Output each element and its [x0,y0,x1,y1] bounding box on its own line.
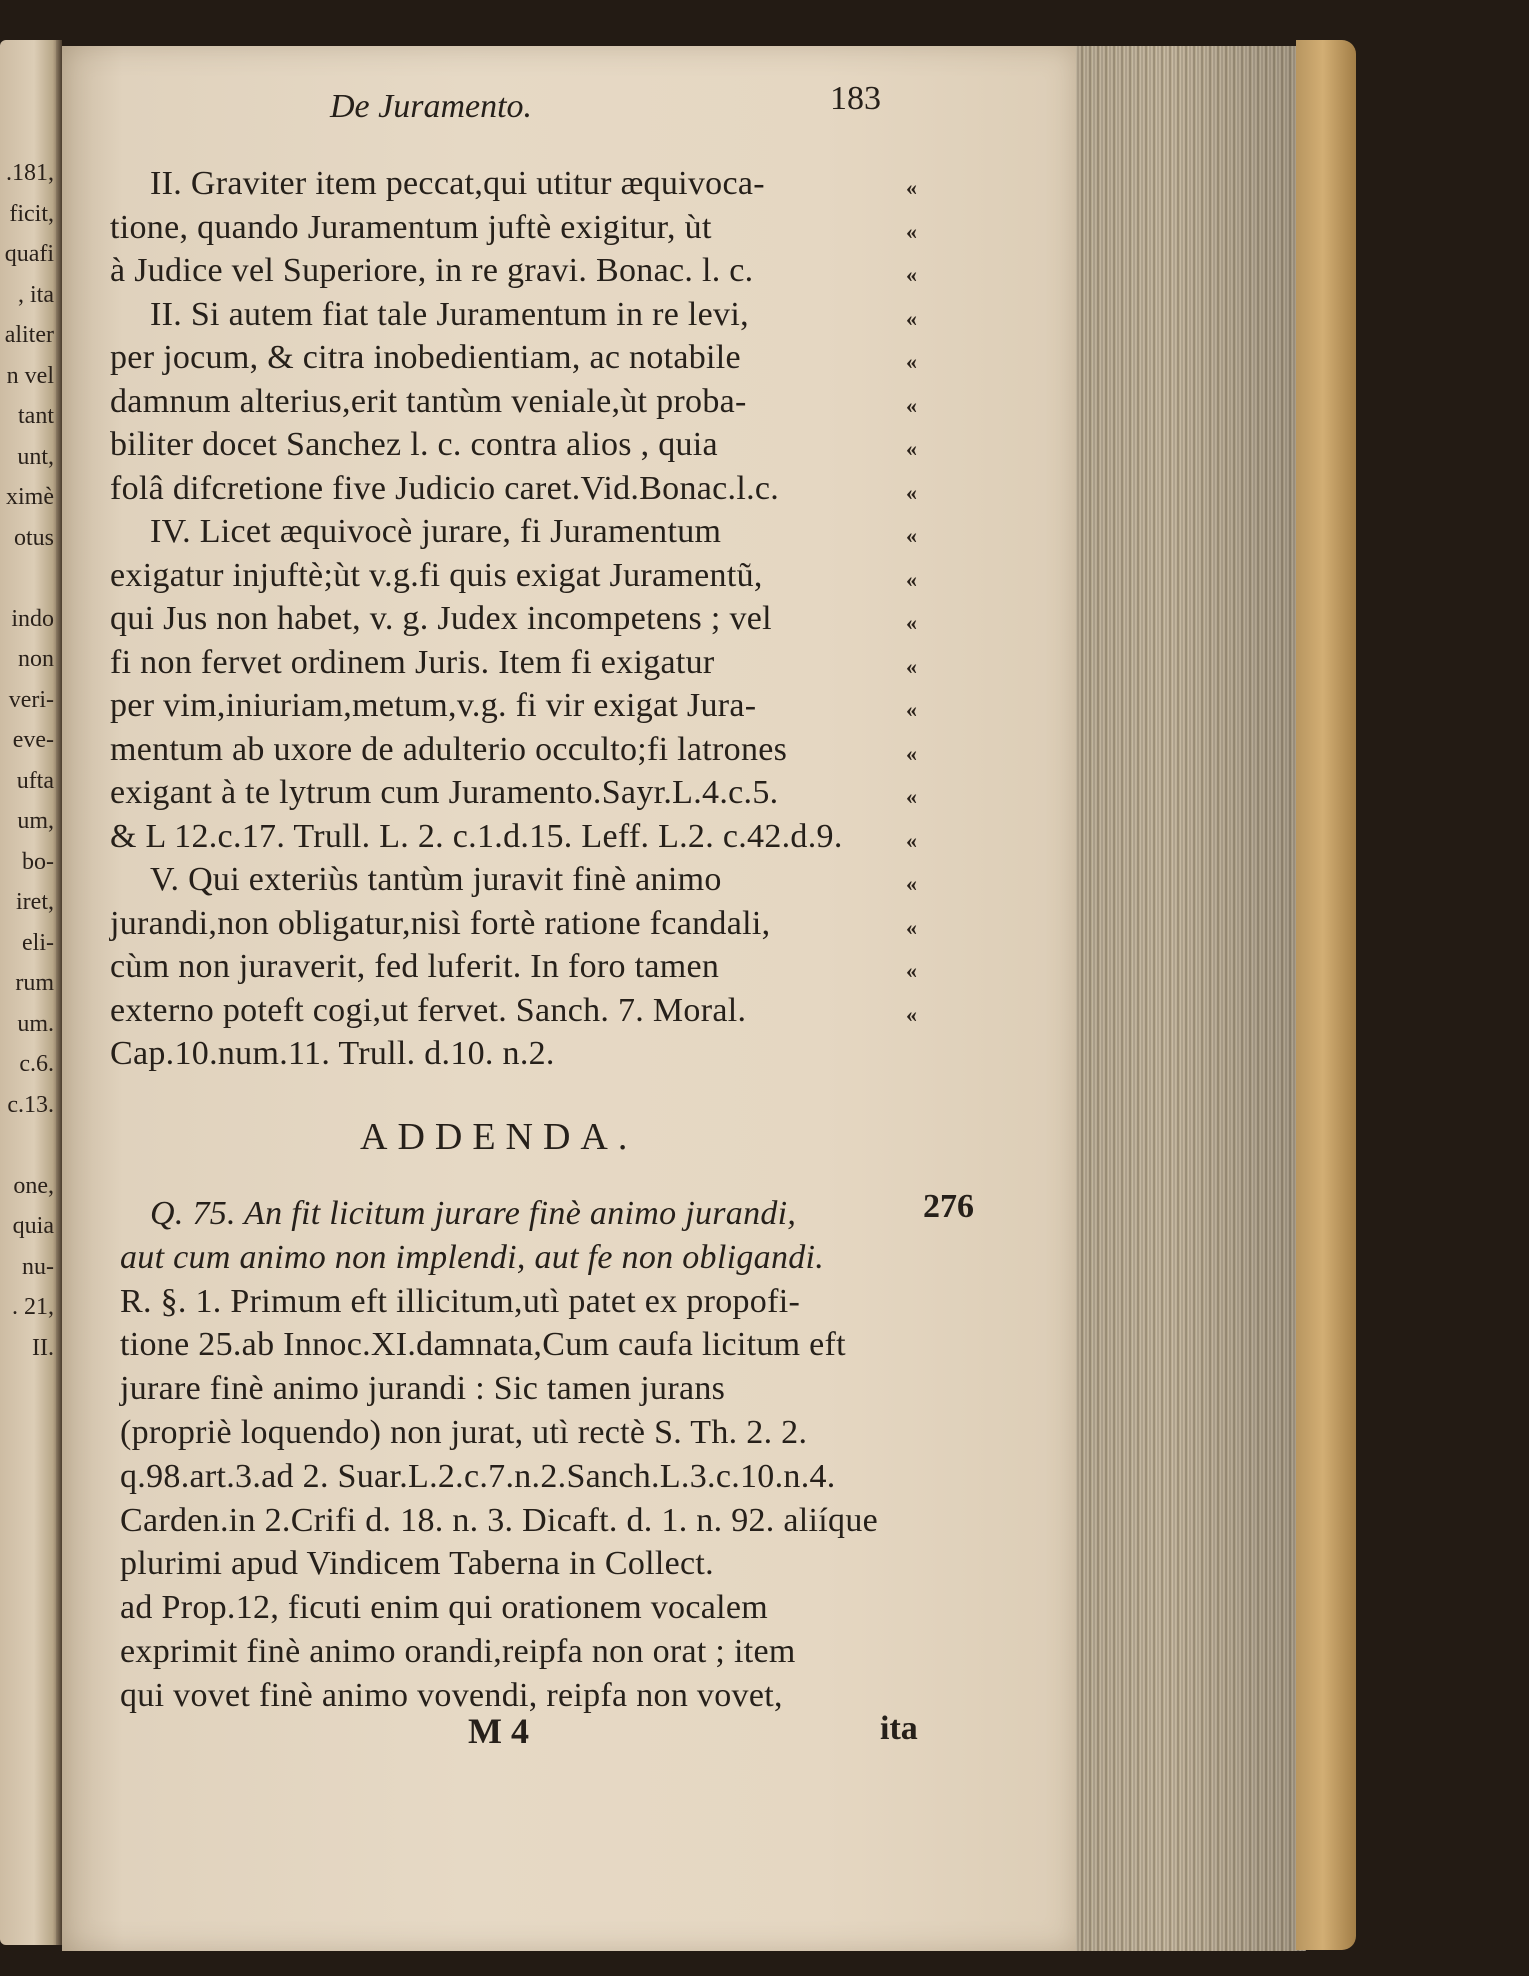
quotation-mark: « [906,958,917,983]
addenda-line: plurimi apud Vindicem Taberna in Collect. [120,1545,714,1583]
addenda-line: q.98.art.3.ad 2. Suar.L.2.c.7.n.2.Sanch.L.3.c.10.n.4. [120,1457,836,1495]
addenda-line: jurare finè animo jurandi : Sic tamen jurans [120,1370,726,1408]
addenda-line: Carden.in 2.Crifi d. 18. n. 3. Dicaft. d. 1. n. 92. aliíque [120,1501,879,1539]
previous-page-fragment: unt, [17,443,54,470]
previous-page-fragments [0,40,62,1945]
page-edges [1076,46,1306,1951]
previous-page-fragment: one, [13,1172,54,1199]
page-number: 183 [830,80,881,117]
previous-page-fragment: nu- [22,1253,54,1280]
previous-page-fragment: otus [13,524,54,551]
quotation-mark: « [906,436,917,461]
previous-page-fragment: non [18,646,54,672]
quotation-mark: « [906,218,917,244]
previous-page-fragment: eve- [12,727,54,753]
quotation-mark: « [906,653,917,679]
previous-page-fragment: indo [11,605,54,632]
text-line: folâ difcretione five Judicio caret.Vid.Bonac.l.c. [110,469,780,507]
quotation-mark: « [906,610,917,635]
running-title: De Juramento. [330,88,533,125]
quotation-mark: « [906,784,917,809]
addenda-line: qui vovet finè animo vovendi, reipfa non vovet, [120,1676,783,1714]
book-cover-edge [1296,40,1356,1950]
text-line: exigatur injuftè;ùt v.g.fi quis exigat Juramentũ, [110,556,763,594]
previous-page-fragment: ufta [16,767,54,794]
previous-page-fragment: um. [17,1010,54,1037]
text-line: II. Si autem fiat tale Juramentum in re levi, [150,295,749,333]
previous-page-fragment: ficit, [9,200,54,227]
quotation-mark: « [906,175,917,200]
text-line: & L 12.c.17. Trull. L. 2. c.1.d.15. Leff. L.2. c.42.d.9. [110,817,843,855]
text-line: jurandi,non obligatur,nisì fortè ratione fcandali, [110,904,771,942]
previous-page-fragment: c.6. [19,1051,54,1077]
previous-page-fragment: ximè [6,484,54,510]
signature-mark: M 4 [468,1711,529,1751]
text-line: à Judice vel Superiore, in re gravi. Bonac. l. c. [110,252,754,289]
previous-page-fragment: . 21, [12,1294,54,1320]
addenda-line: R. §. 1. Primum eft illicitum,utì patet ex propofi- [120,1282,801,1320]
previous-page-strip [0,40,62,1945]
quotation-mark: « [906,349,917,374]
quotation-mark: « [906,914,917,940]
previous-page-fragment: quia [12,1213,54,1239]
previous-page-fragment: , ita [18,281,54,308]
previous-page-fragment: II. [32,1334,54,1361]
quotation-mark: « [906,1001,917,1027]
previous-page-fragment: rum [15,970,54,996]
quotation-mark: « [906,392,917,418]
quotation-mark: « [906,479,917,505]
text-line: IV. Licet æquivocè jurare, fi Juramentum [150,513,722,550]
previous-page-fragment: iret, [16,889,54,915]
addenda-line: exprimit finè animo orandi,reipfa non orat ; item [120,1633,796,1670]
text-line: II. Graviter item peccat,qui utitur æquivoca- [150,165,765,202]
quotation-mark: « [906,523,917,548]
text-line: per jocum, & citra inobedientiam, ac notabile [110,339,741,376]
quotation-mark: « [906,566,917,592]
quotation-mark: « [906,305,917,331]
addenda-line: tione 25.ab Innoc.XI.damnata,Cum caufa licitum eft [120,1326,846,1364]
previous-page-fragment: n vel [6,362,54,389]
quotation-mark: « [906,697,917,722]
addenda-line: aut cum animo non implendi, aut fe non obligandi. [120,1238,825,1276]
text-line: exigant à te lytrum cum Juramento.Sayr.L.4.c.5. [110,774,779,811]
text-line: V. Qui exteriùs tantùm juravit finè animo [150,861,722,898]
previous-page-fragment: veri- [8,686,54,713]
previous-page-fragment: eli- [22,929,54,956]
text-line: fi non fervet ordinem Juris. Item fi exigatur [110,643,715,681]
previous-page-fragment: tant [18,403,54,429]
text-line: externo poteft cogi,ut fervet. Sanch. 7. Moral. [110,991,747,1029]
previous-page-fragment: c.13. [7,1091,54,1118]
quotation-mark: « [906,827,917,853]
text-line: damnum alterius,erit tantùm veniale,ùt proba- [110,382,747,420]
text-line: qui Jus non habet, v. g. Judex incompetens ; vel [110,600,772,637]
previous-page-fragment: quafi [4,241,54,267]
text-line: cùm non juraverit, fed luferit. In foro tamen [110,948,720,985]
text-line: per vim,iniuriam,metum,v.g. fi vir exigat Jura- [110,687,757,724]
text-line: Cap.10.num.11. Trull. d.10. n.2. [110,1035,555,1072]
previous-page-fragment: bo- [22,848,54,875]
quotation-mark: « [906,871,917,896]
previous-page-fragment: um, [17,808,54,834]
catchword: ita [880,1710,918,1747]
previous-page-fragment: .181, [6,160,54,186]
quotation-mark: « [906,740,917,766]
quotation-mark: « [906,262,917,287]
text-line: mentum ab uxore de adulterio occulto;fi latrones [110,730,788,768]
text-line: tione, quando Juramentum juftè exigitur, ùt [110,208,712,246]
previous-page-fragment: aliter [4,322,54,348]
addenda-line: Q. 75. An fit licitum jurare finè animo jurandi, [150,1195,797,1232]
text-line: biliter docet Sanchez l. c. contra alios , quia [110,426,718,463]
marginal-number: 276 [923,1188,974,1225]
section-heading: ADDENDA. [360,1116,638,1158]
addenda-line: ad Prop.12, ficuti enim qui orationem vocalem [120,1589,769,1627]
addenda-line: (propriè loquendo) non jurat, utì rectè S. Th. 2. 2. [120,1414,808,1451]
